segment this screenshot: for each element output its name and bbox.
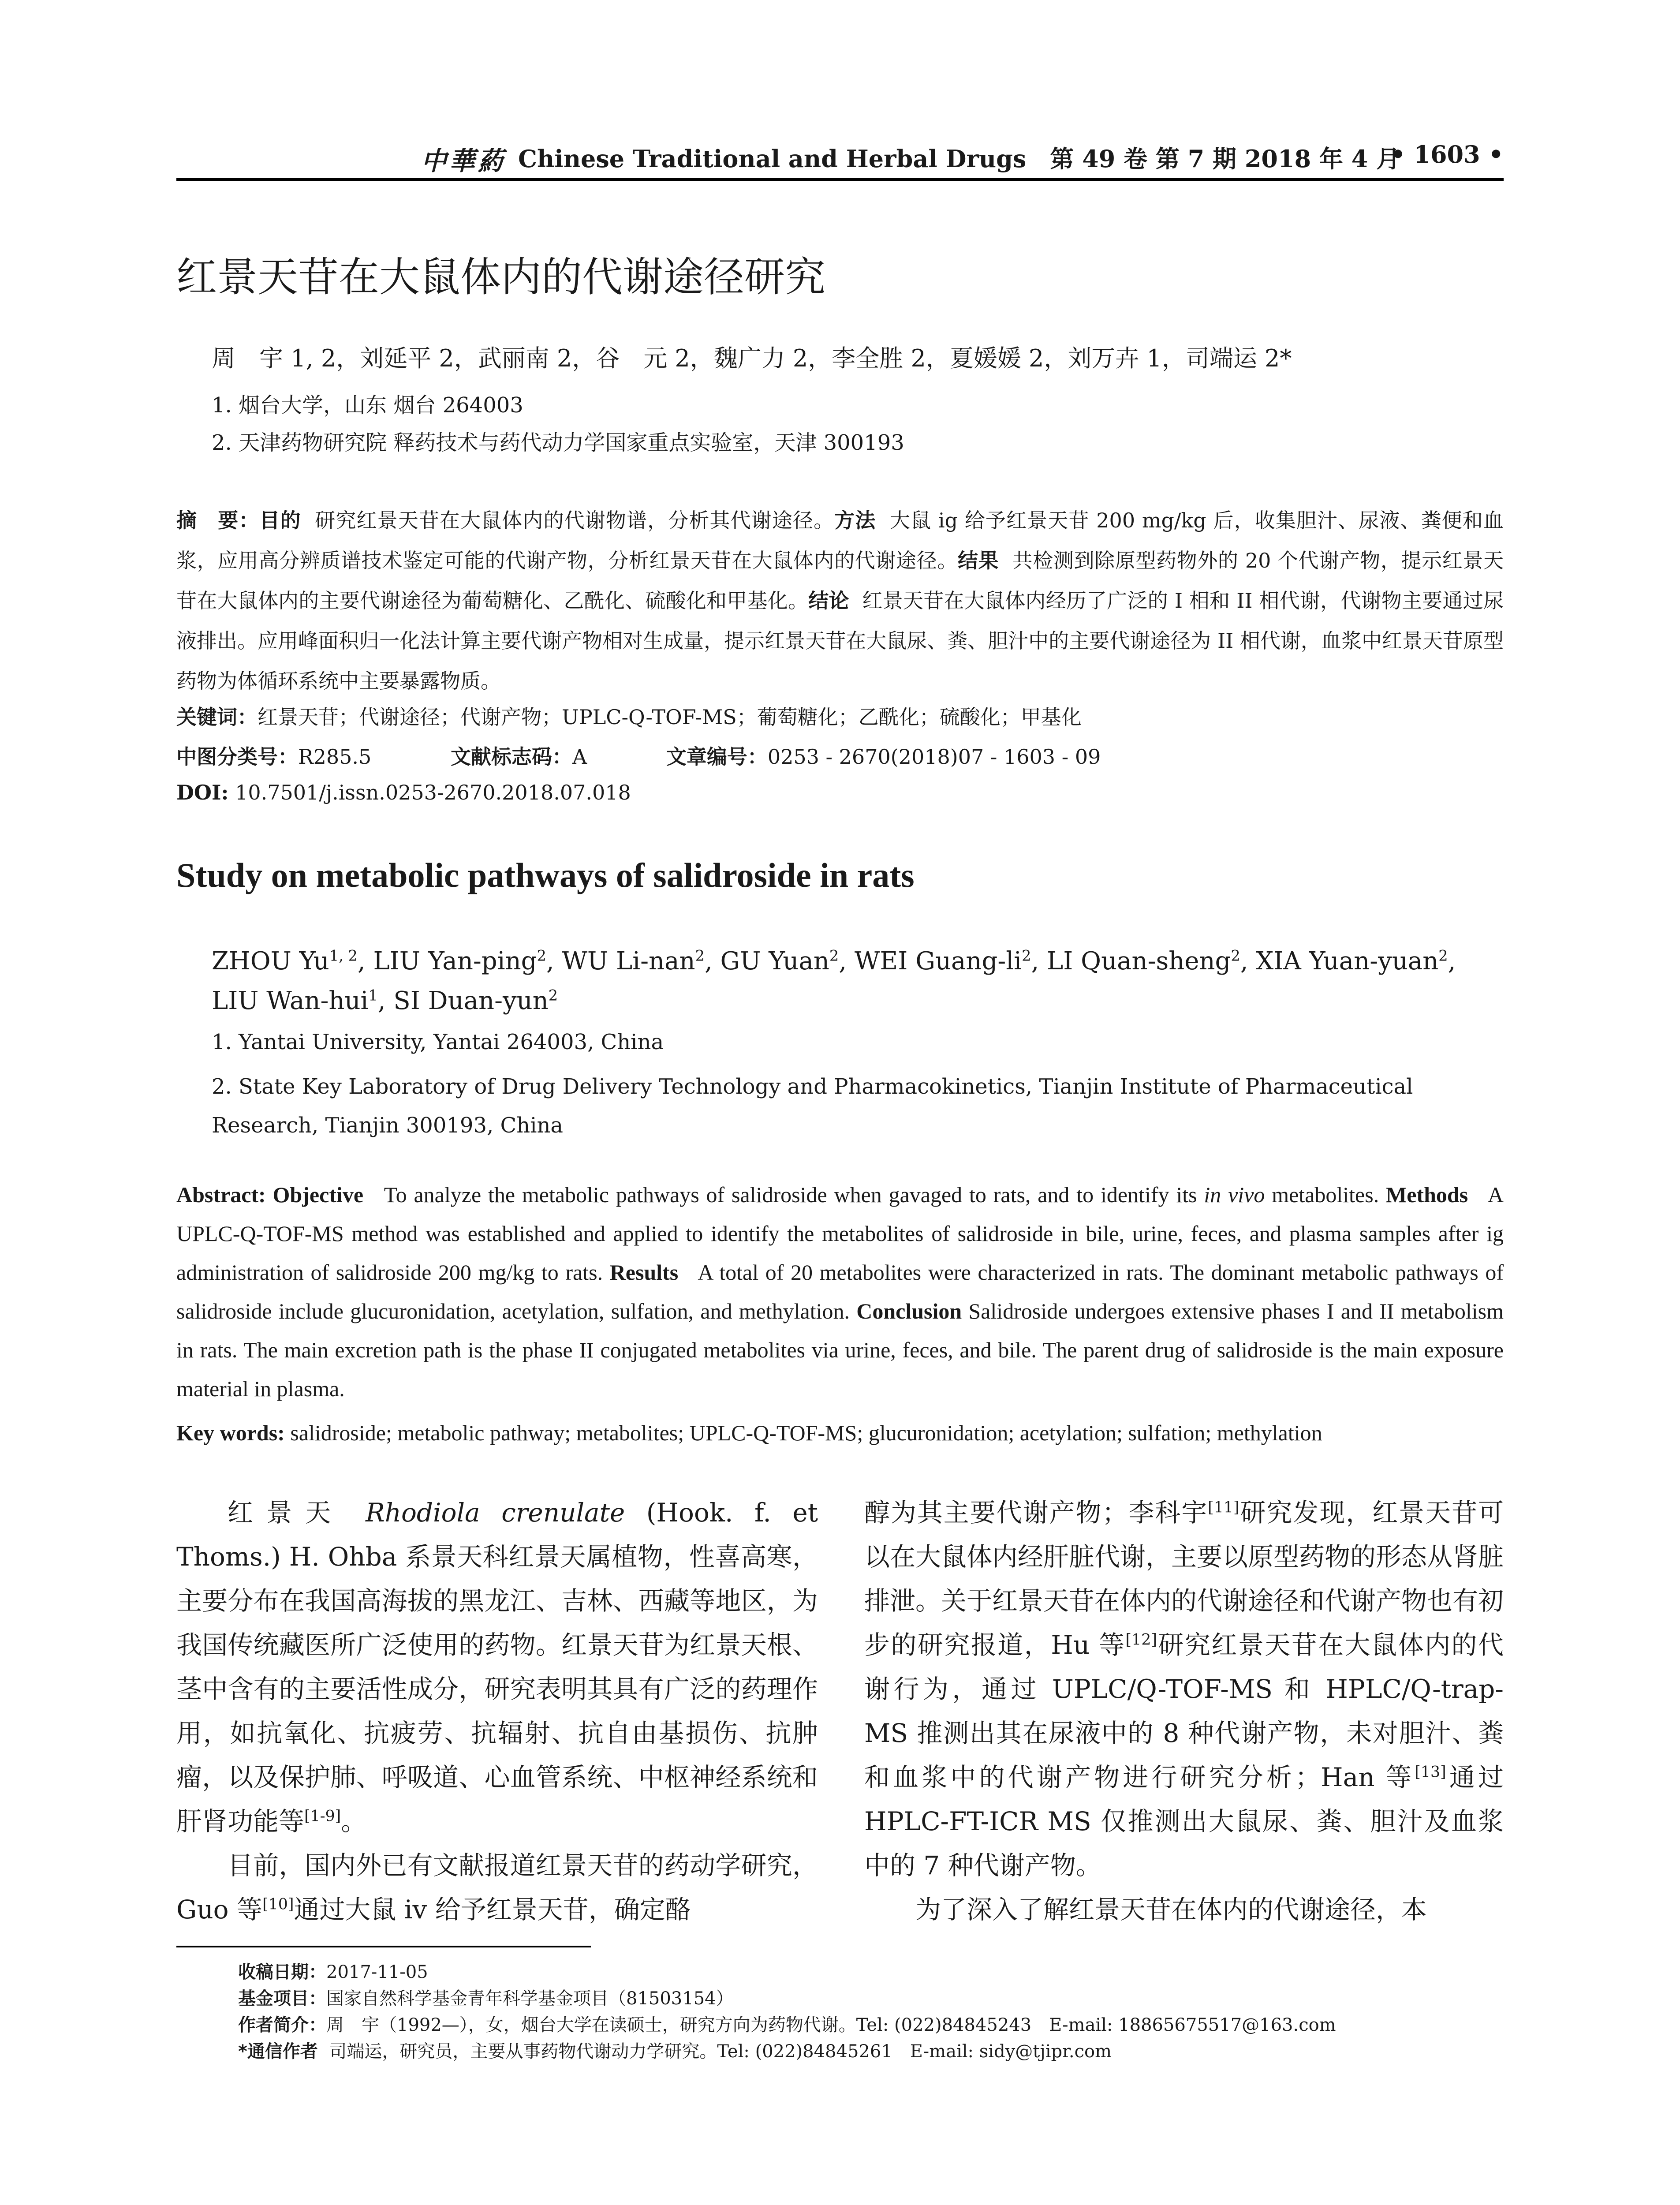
keywords-label: 关键词： bbox=[176, 705, 258, 729]
chinese-abstract bbox=[176, 501, 1504, 701]
article-number-value: 0253 - 2670(2018)07 - 1603 - 09 bbox=[767, 745, 1101, 769]
en-keywords-label: Key words: bbox=[176, 1420, 285, 1445]
body-left-paragraph-1: 红景天 Rhodiola crenulate (Hook. f. et Thoms.) H. Ohba 系景天科红景天属植物，性喜高寒，主要分布在我国高海拔的黑龙江、吉林、西藏等地区，为我国传统藏医所广泛使用的药物。红景天苷为红景天根、茎中含有的主要活性成分，研究表明其具有广泛的药理作用，如抗氧化、抗疲劳、抗辐射、抗自由基损伤、抗肿瘤，以及保护肺、呼吸道、心血管系统、中枢神经系统和肝肾功能等[1-9]。 bbox=[176, 1498, 818, 1836]
keywords-text: 红景天苷；代谢途径；代谢产物；UPLC-Q-TOF-MS；葡萄糖化；乙酰化；硫酸化；甲基化 bbox=[258, 705, 1082, 729]
results-label: 结果 bbox=[957, 549, 999, 572]
classification-row bbox=[176, 741, 1101, 770]
english-affiliation-1: 1. Yantai University, Yantai 264003, China bbox=[212, 1030, 664, 1054]
en-results-text: A total of 20 metabolites were characterized in rats. The dominant metabolic pathways of salidroside include glucuronidation, acetylation, sulfation, and methylation. bbox=[176, 1260, 1504, 1323]
methods-label: 方法 bbox=[834, 508, 876, 532]
footnote-fund: 基金项目：国家自然科学基金青年科学基金项目（81503154） bbox=[238, 1988, 734, 2009]
clc-label: 中图分类号： bbox=[176, 745, 298, 769]
conclusion-text: 红景天苷在大鼠体内经历了广泛的 I 相和 II 相代谢，代谢物主要通过尿液排出。应用峰面积归一化法计算主要代谢产物相对生成量，提示红景天苷在大鼠尿、粪、胆汁中的主要代谢途径为 II 相代谢，血浆中红景天苷原型药物为体循环系统中主要暴露物质。 bbox=[176, 589, 1504, 693]
body-right-paragraph-2: 为了深入了解红景天苷在体内的代谢途径，本 bbox=[915, 1895, 1427, 1925]
body-left-paragraph-2: 目前，国内外已有文献报道红景天苷的药动学研究，Guo 等[10]通过大鼠 iv 给予红景天苷，确定酪 bbox=[176, 1850, 818, 1925]
journal-running-head: Chinese Traditional and Herbal Drugs 第 49 卷 第 7 期 2018 年 4 月 bbox=[518, 145, 1400, 173]
clc-value: R285.5 bbox=[298, 745, 372, 769]
body-left-column bbox=[176, 1491, 818, 1932]
chinese-keywords bbox=[176, 701, 1082, 730]
methods-text: 大鼠 ig 给予红景天苷 200 mg/kg 后，收集胆汁、尿液、粪便和血浆，应用高分辨质谱技术鉴定可能的代谢产物，分析红景天苷在大鼠体内的代谢途径。 bbox=[176, 508, 1504, 572]
en-objective-em: in vivo bbox=[1204, 1182, 1265, 1207]
doc-code-value: A bbox=[572, 745, 587, 769]
en-conclusion-label: Conclusion bbox=[856, 1299, 962, 1323]
en-results-label: Results bbox=[609, 1260, 679, 1285]
english-authors: ZHOU Yu$^{1, 2}$, LIU Yan-ping$^2$, WU Li-nan$^2$, GU Yuan$^2$, WEI Guang-$li^2$, LI Quan-sheng$^2$, XIA Yuan-yuan$^2$, LIU Wan-hui$^1$, SI Duan-yun$^2$ bbox=[212, 947, 1456, 1015]
header-rule bbox=[176, 178, 1504, 181]
doi-label: DOI: bbox=[176, 781, 229, 804]
footnote-author: 作者简介：周 宇（1992—），女，烟台大学在读硕士，研究方向为药物代谢。Tel: (022)84845243 E-mail: 18865675517@163.com bbox=[238, 2015, 1336, 2035]
footnote-received: 收稿日期：2017-11-05 bbox=[238, 1962, 428, 1982]
body-right-column bbox=[864, 1491, 1504, 1932]
chinese-authors: 周 宇 1, 2，刘延平 2，武丽南 2，谷 元 2，魏广力 2，李全胜 2，夏媛媛 2，刘万卉 1，司端运 2* bbox=[212, 344, 1292, 372]
results-text: 共检测到除原型药物外的 20 个代谢产物，提示红景天苷在大鼠体内的主要代谢途径为葡萄糖化、乙酰化、硫酸化和甲基化。 bbox=[176, 549, 1504, 613]
article-number-label: 文章编号： bbox=[666, 745, 768, 769]
objective-text: 研究红景天苷在大鼠体内的代谢物谱，分析其代谢途径。 bbox=[315, 508, 835, 532]
en-methods-text: A UPLC-Q-TOF-MS method was established and applied to identify the metabolites of salidroside in bile, urine, feces, and plasma samples after ig administration of salidroside 200 mg/kg to rats. bbox=[176, 1182, 1504, 1285]
en-keywords-text: salidroside; metabolic pathway; metabolites; UPLC-Q-TOF-MS; glucuronidation; acetylation; sulfation; methylation bbox=[290, 1420, 1322, 1445]
english-abstract bbox=[176, 1175, 1504, 1408]
footnote-rule bbox=[176, 1946, 591, 1947]
page-number: • 1603 • bbox=[1390, 140, 1504, 168]
body-right-paragraph-1: 醇为其主要代谢产物；李科宇[11]研究发现，红景天苷可以在大鼠体内经肝脏代谢，主要以原型药物的形态从肾脏排泄。关于红景天苷在体内的代谢途径和代谢产物也有初步的研究报道，Hu 等[12]研究红景天苷在大鼠体内的代谢行为，通过 UPLC/Q-TOF-MS 和 HPLC/Q-trap-MS 推测出其在尿液中的 8 种代谢产物，未对胆汁、粪和血浆中的代谢产物进行研究分析；Han 等[13]通过 HPLC-FT-ICR MS 仅推测出大鼠尿、粪、胆汁及血浆中的 7 种代谢产物。 bbox=[864, 1498, 1504, 1880]
english-affiliation-2: 2. State Key Laboratory of Drug Delivery Technology and Pharmacokinetics, Tianjin Institute of Pharmaceutical Research, Tianjin 300193, China bbox=[212, 1074, 1413, 1138]
conclusion-label: 结论 bbox=[808, 589, 849, 613]
chinese-affiliation-1: 1. 烟台大学，山东 烟台 264003 bbox=[212, 393, 523, 418]
doi-row bbox=[176, 781, 631, 804]
chinese-title: 红景天苷在大鼠体内的代谢途径研究 bbox=[176, 254, 826, 301]
en-abstract-label: Abstract: Objective bbox=[176, 1182, 364, 1207]
chinese-affiliation-2: 2. 天津药物研究院 释药技术与药代动力学国家重点实验室，天津 300193 bbox=[212, 430, 904, 455]
journal-logo: 中華葯 bbox=[421, 146, 506, 176]
english-title: Study on metabolic pathways of salidroside in rats bbox=[176, 856, 915, 894]
doi-value: 10.7501/j.issn.0253-2670.2018.07.018 bbox=[235, 781, 631, 804]
abstract-label: 摘 要： bbox=[176, 508, 260, 532]
en-methods-label: Methods bbox=[1386, 1182, 1468, 1207]
en-conclusion-text: Salidroside undergoes extensive phases I and II metabolism in rats. The main excretion path is the phase II conjugated metabolites via urine, feces, and bile. The parent drug of salidroside is the main exposure material in plasma. bbox=[176, 1299, 1504, 1401]
footnote-corresponding: *通信作者 司端运，研究员，主要从事药物代谢动力学研究。Tel: (022)84845261 E-mail: sidy@tjipr.com bbox=[238, 2041, 1112, 2062]
en-objective-a: To analyze the metabolic pathways of salidroside when gavaged to rats, and to identify its bbox=[384, 1182, 1197, 1207]
doc-code-label: 文献标志码： bbox=[450, 745, 572, 769]
en-objective-b: metabolites. bbox=[1272, 1182, 1379, 1207]
objective-label: 目的 bbox=[259, 508, 301, 532]
english-keywords bbox=[176, 1420, 1504, 1446]
